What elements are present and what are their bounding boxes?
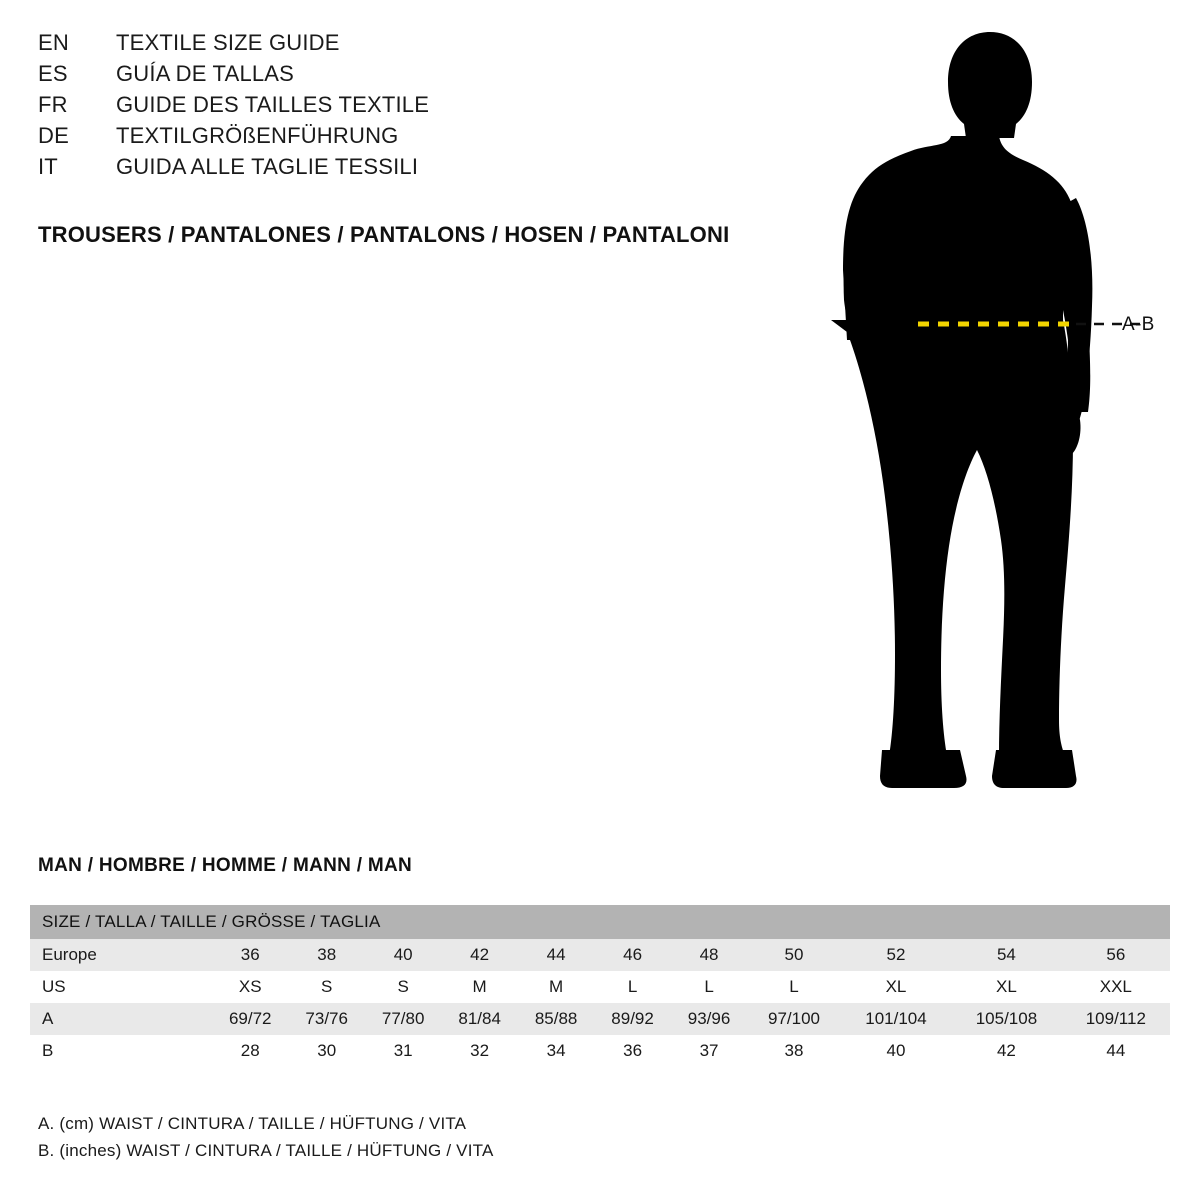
language-row-it xyxy=(38,154,798,185)
measure-label-ab: A-B xyxy=(1122,314,1155,335)
cell-europe-5: 46 xyxy=(594,939,670,971)
cell-us-9: XL xyxy=(951,971,1061,1003)
language-code-en: EN xyxy=(38,30,69,55)
table-row xyxy=(30,971,1170,1003)
cell-us-5: L xyxy=(594,971,670,1003)
language-code-it: IT xyxy=(38,154,58,179)
row-label-b: B xyxy=(30,1035,212,1067)
cell-b-0: 28 xyxy=(212,1035,288,1067)
table-row xyxy=(30,1003,1170,1035)
cell-us-10: XXL xyxy=(1062,971,1170,1003)
cell-europe-6: 48 xyxy=(671,939,747,971)
cell-europe-3: 42 xyxy=(441,939,517,971)
cell-europe-7: 50 xyxy=(747,939,840,971)
table-row xyxy=(30,939,1170,971)
section-title-man: MAN / HOMBRE / HOMME / MANN / MAN xyxy=(38,855,413,876)
cell-europe-9: 54 xyxy=(951,939,1061,971)
cell-us-4: M xyxy=(518,971,594,1003)
cell-us-1: S xyxy=(288,971,364,1003)
table-row xyxy=(30,1035,1170,1067)
silhouette-svg xyxy=(800,20,1200,800)
footnote-a: A. (cm) WAIST / CINTURA / TAILLE / HÜFTUNG / VITA xyxy=(38,1114,467,1133)
cell-b-2: 31 xyxy=(365,1035,441,1067)
cell-us-8: XL xyxy=(841,971,951,1003)
cell-a-0: 69/72 xyxy=(212,1003,288,1035)
garment-type-label: TROUSERS / PANTALONES / PANTALONS / HOSEN / PANTALONI xyxy=(38,222,730,247)
cell-a-8: 101/104 xyxy=(841,1003,951,1035)
cell-b-5: 36 xyxy=(594,1035,670,1067)
cell-europe-8: 52 xyxy=(841,939,951,971)
cell-a-6: 93/96 xyxy=(671,1003,747,1035)
cell-b-4: 34 xyxy=(518,1035,594,1067)
cell-a-3: 81/84 xyxy=(441,1003,517,1035)
language-row-en xyxy=(38,30,798,61)
language-text-de: TEXTILGRÖßENFÜHRUNG xyxy=(116,123,399,148)
cell-europe-1: 38 xyxy=(288,939,364,971)
cell-b-10: 44 xyxy=(1062,1035,1170,1067)
language-row-de xyxy=(38,123,798,154)
cell-a-7: 97/100 xyxy=(747,1003,840,1035)
language-row-fr xyxy=(38,92,798,123)
footnote-b: B. (inches) WAIST / CINTURA / TAILLE / HÜFTUNG / VITA xyxy=(38,1141,494,1160)
language-text-fr: GUIDE DES TAILLES TEXTILE xyxy=(116,92,430,117)
language-row-es xyxy=(38,61,798,92)
cell-b-1: 30 xyxy=(288,1035,364,1067)
footnotes xyxy=(38,1110,494,1164)
table-header-cell: SIZE / TALLA / TAILLE / GRÖSSE / TAGLIA xyxy=(30,905,1170,939)
cell-us-0: XS xyxy=(212,971,288,1003)
cell-a-10: 109/112 xyxy=(1062,1003,1170,1035)
cell-us-2: S xyxy=(365,971,441,1003)
cell-b-3: 32 xyxy=(441,1035,517,1067)
row-label-us: US xyxy=(30,971,212,1003)
language-text-es: GUÍA DE TALLAS xyxy=(116,61,295,86)
cell-europe-10: 56 xyxy=(1062,939,1170,971)
cell-europe-4: 44 xyxy=(518,939,594,971)
language-code-es: ES xyxy=(38,61,68,86)
cell-europe-2: 40 xyxy=(365,939,441,971)
cell-us-6: L xyxy=(671,971,747,1003)
cell-a-2: 77/80 xyxy=(365,1003,441,1035)
size-table xyxy=(30,905,1170,1067)
cell-b-6: 37 xyxy=(671,1035,747,1067)
row-label-europe: Europe xyxy=(30,939,212,971)
cell-us-7: L xyxy=(747,971,840,1003)
cell-a-1: 73/76 xyxy=(288,1003,364,1035)
male-silhouette-figure xyxy=(800,20,1200,800)
row-label-a: A xyxy=(30,1003,212,1035)
language-code-de: DE xyxy=(38,123,69,148)
language-text-en: TEXTILE SIZE GUIDE xyxy=(116,30,340,55)
cell-a-4: 85/88 xyxy=(518,1003,594,1035)
cell-europe-0: 36 xyxy=(212,939,288,971)
cell-us-3: M xyxy=(441,971,517,1003)
size-table-wrapper xyxy=(30,905,1170,1067)
language-code-fr: FR xyxy=(38,92,68,117)
cell-b-9: 42 xyxy=(951,1035,1061,1067)
cell-b-8: 40 xyxy=(841,1035,951,1067)
language-title-list xyxy=(38,30,798,185)
cell-b-7: 38 xyxy=(747,1035,840,1067)
cell-a-5: 89/92 xyxy=(594,1003,670,1035)
language-text-it: GUIDA ALLE TAGLIE TESSILI xyxy=(116,154,419,179)
table-header-row xyxy=(30,905,1170,939)
cell-a-9: 105/108 xyxy=(951,1003,1061,1035)
